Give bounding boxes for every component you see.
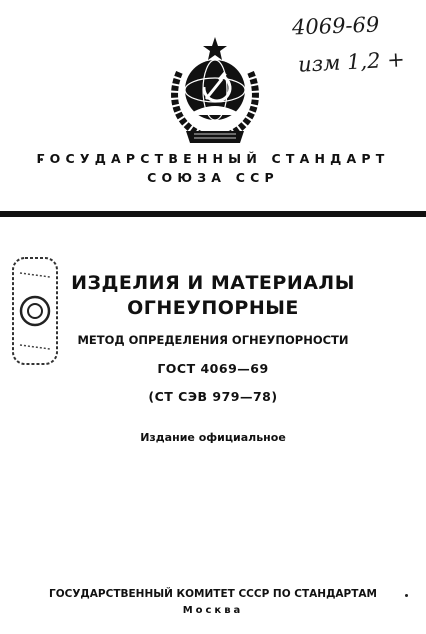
horizontal-rule (0, 211, 426, 217)
publication-city: Москва (182, 605, 244, 616)
committee-name: ГОСУДАРСТВЕННЫЙ КОМИТЕТ СССР ПО СТАНДАРТАМ (49, 588, 377, 600)
standard-header-line2: СОЮЗА ССР (147, 170, 279, 185)
title-line1: ИЗДЕЛИЯ И МАТЕРИАЛЫ (71, 272, 355, 294)
edition-label: Издание официальное (140, 431, 286, 444)
title-line2: ОГНЕУПОРНЫЕ (127, 297, 299, 319)
handwritten-number: 4069-69 (291, 12, 380, 40)
st-sev-number: (СТ СЭВ 979—78) (148, 389, 278, 404)
handwritten-changes: изм 1,2 + (297, 47, 406, 77)
ussr-emblem-icon (160, 35, 270, 145)
gost-number: ГОСТ 4069—69 (157, 361, 269, 376)
method-subtitle: МЕТОД ОПРЕДЕЛЕНИЯ ОГНЕУПОРНОСТИ (77, 333, 349, 347)
standard-header-line1: ГОСУДАРСТВЕННЫЙ СТАНДАРТ (36, 151, 390, 166)
